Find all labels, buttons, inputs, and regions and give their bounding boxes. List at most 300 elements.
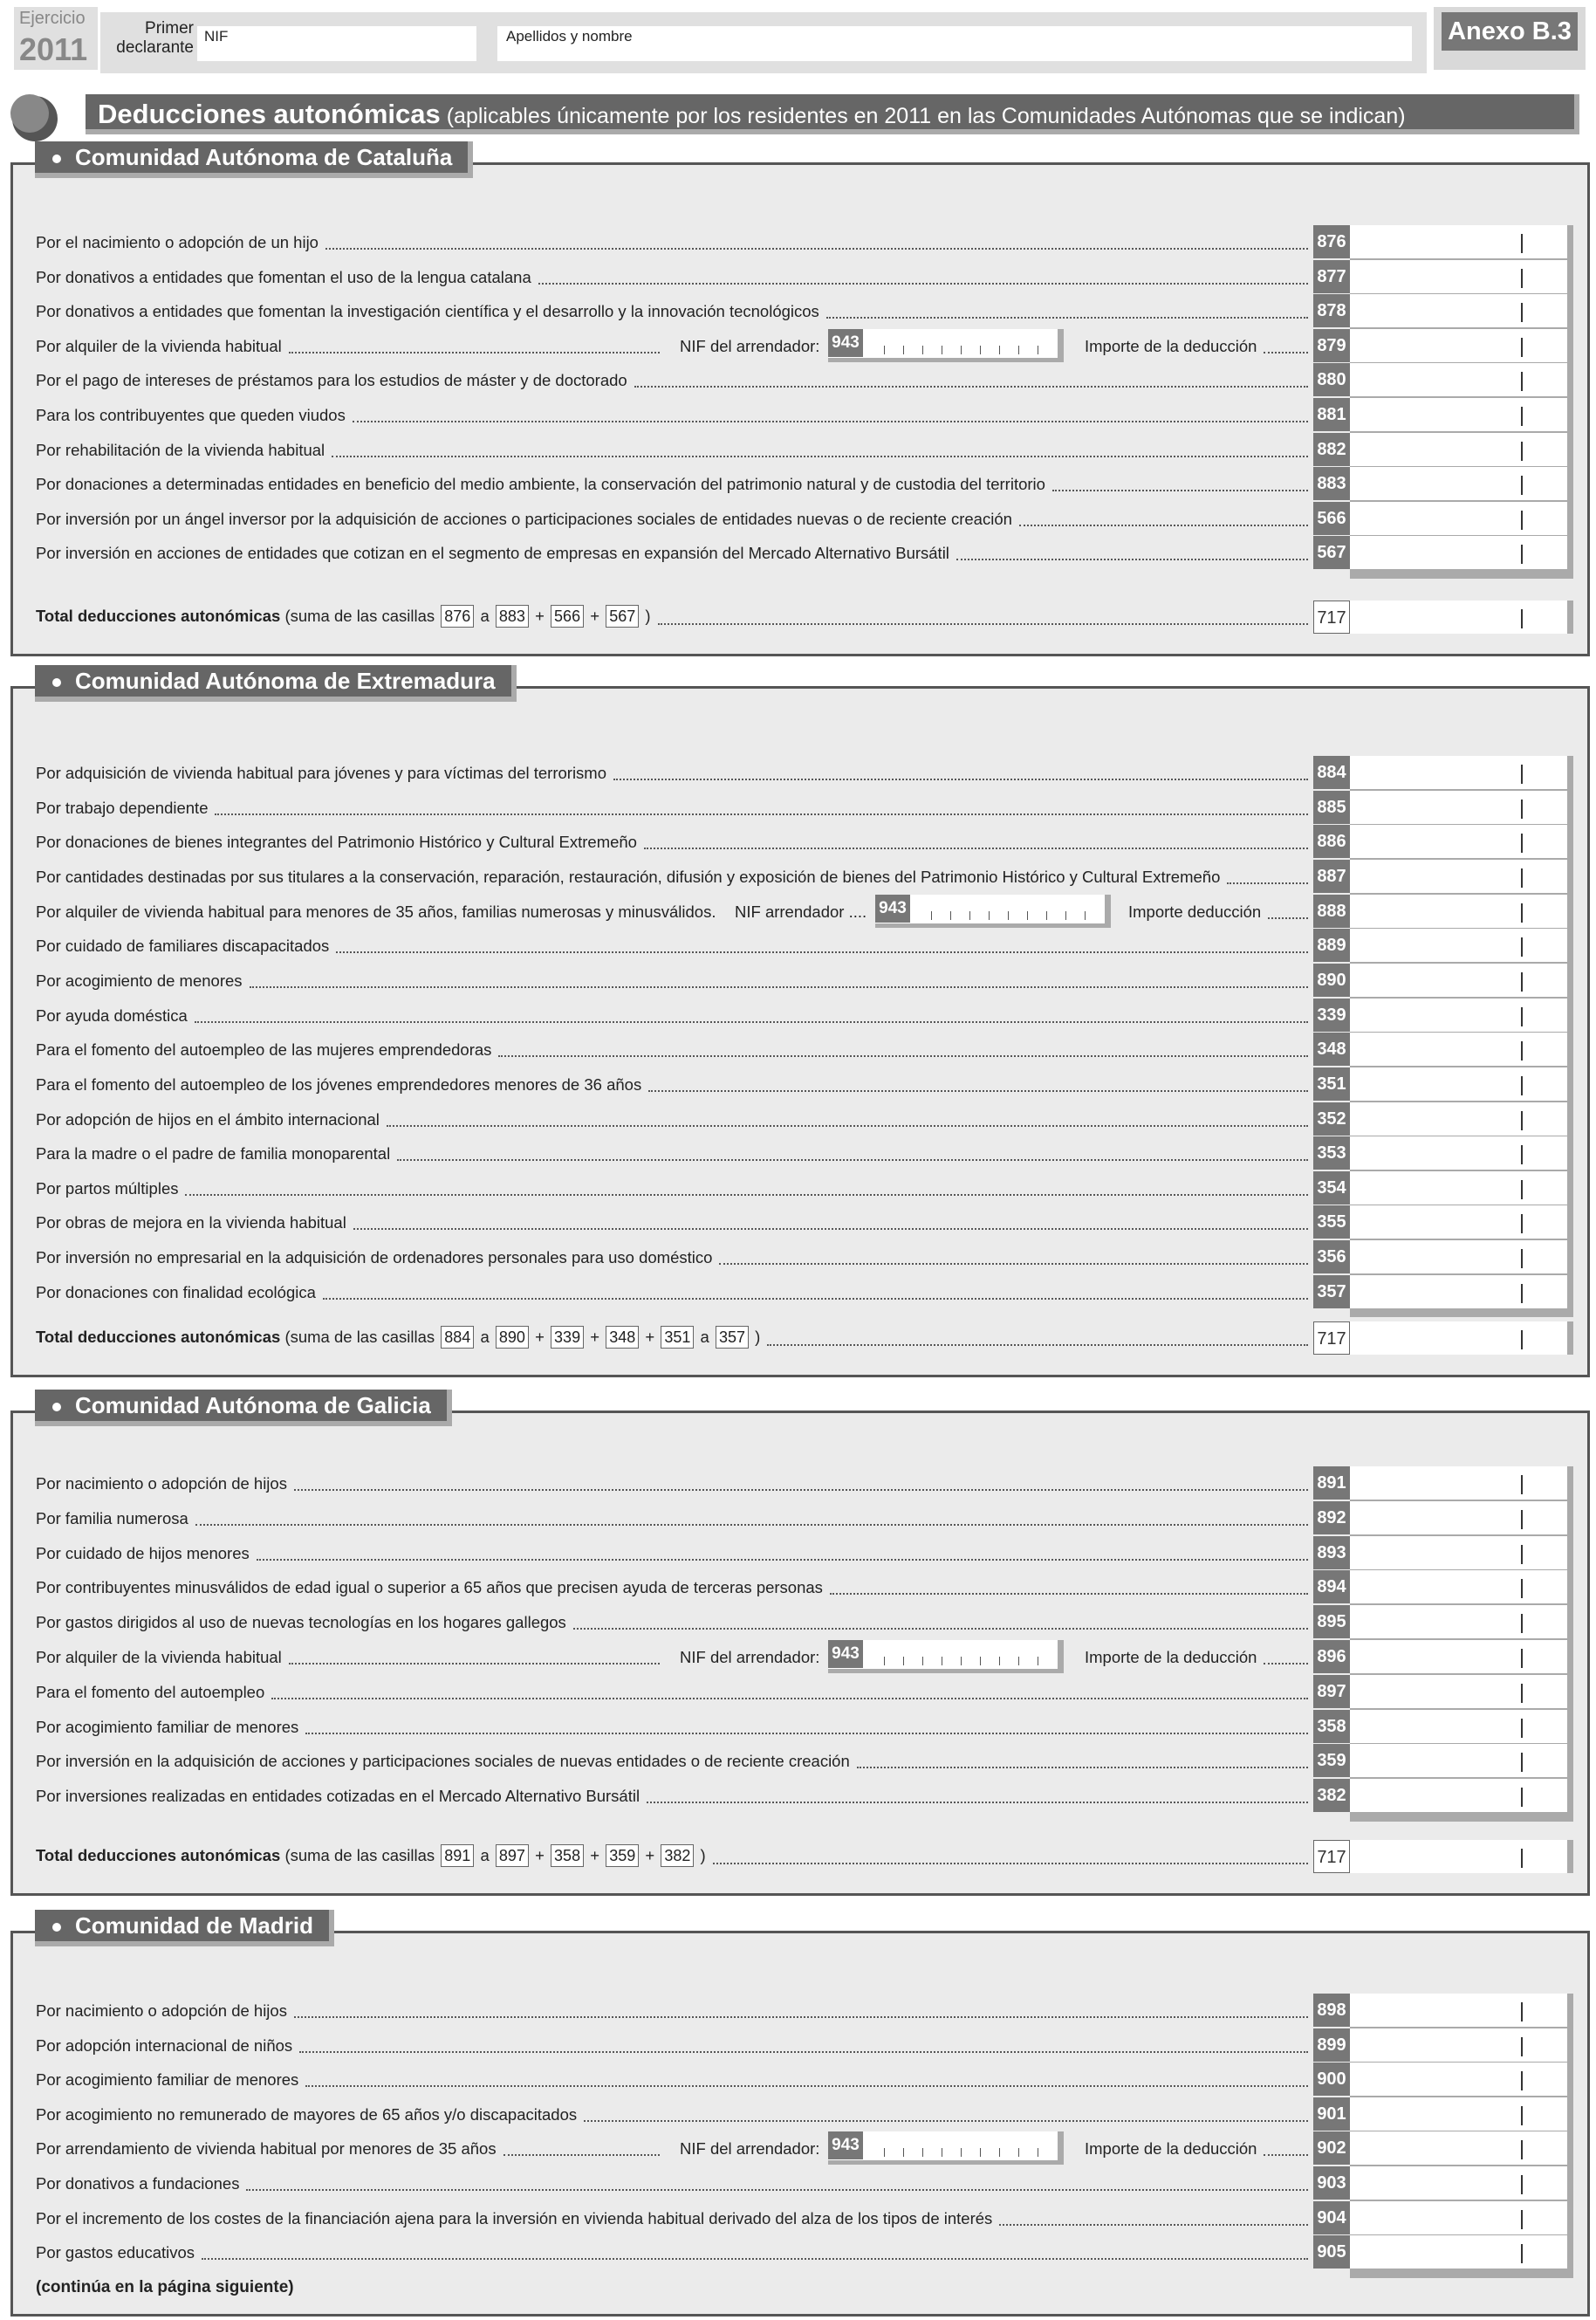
- deduction-row: [36, 1107, 1573, 1133]
- nif-arrendador-label: NIF del arrendador:: [680, 2139, 820, 2159]
- section-title-madrid: [35, 1910, 334, 1946]
- casilla-code: 351: [1313, 1067, 1350, 1101]
- leader-dots: [830, 1593, 1308, 1595]
- total-label-bold: Total deducciones autonómicas: [36, 607, 281, 625]
- leader-dots: [257, 1559, 1308, 1561]
- total-casilla-ref: 339: [551, 1326, 584, 1349]
- leader-dots: [1052, 490, 1308, 491]
- casilla-input[interactable]: [1350, 1501, 1573, 1534]
- casilla-input[interactable]: [1350, 1171, 1573, 1205]
- casilla-code: 884: [1313, 756, 1350, 789]
- deduction-row: [36, 1141, 1573, 1167]
- deduction-label: Por nacimiento o adopción de hijos: [36, 2001, 287, 2020]
- importe-label: Importe de la deducción: [1085, 1648, 1257, 1666]
- importe-label: Importe de la deducción: [1085, 336, 1257, 355]
- casilla-input[interactable]: [1350, 1466, 1573, 1500]
- leader-dots: [353, 421, 1308, 422]
- section-title-text: Comunidad Autónoma de Galicia: [75, 1392, 431, 1418]
- leader-dots: [648, 1090, 1308, 1092]
- casilla-code: 348: [1313, 1033, 1350, 1066]
- decimal-separator: [1521, 1180, 1523, 1199]
- ejercicio-year: 2011: [19, 31, 88, 67]
- section-title-cataluna: [35, 141, 473, 178]
- decimal-separator: [1521, 1284, 1523, 1303]
- code-943-badge: 943: [828, 1640, 863, 1668]
- deduction-label: Por donativos a entidades que fomentan el uso de la lengua catalana: [36, 267, 531, 286]
- leader-dots: [289, 1663, 660, 1664]
- deduction-label: Por ayuda doméstica: [36, 1006, 188, 1025]
- deduction-row: [36, 1176, 1573, 1202]
- total-label: [36, 1844, 706, 1867]
- deduction-label: Por partos múltiples: [36, 1178, 179, 1198]
- deduction-label: Por trabajo dependiente: [36, 798, 209, 817]
- leader-dots: [294, 2016, 1308, 2018]
- total-casilla-ref: 890: [496, 1326, 529, 1349]
- casilla-code: 896: [1313, 1640, 1350, 1673]
- casilla-input[interactable]: [1350, 2097, 1573, 2131]
- casilla-input[interactable]: [1350, 2235, 1573, 2269]
- leader-dots: [857, 1767, 1308, 1768]
- deduction-row: [36, 1506, 1573, 1532]
- casilla-input[interactable]: [1350, 398, 1573, 431]
- deduction-label: Por inversión en la adquisición de acciones y participaciones sociales de nuevas entidades o de reciente creación: [36, 1752, 850, 1771]
- total-label-bold: Total deducciones autonómicas: [36, 1328, 281, 1346]
- casilla-code: 354: [1313, 1171, 1350, 1205]
- deduction-label: Por gastos dirigidos al uso de nuevas tecnologías en los hogares gallegos: [36, 1613, 566, 1632]
- total-casilla-ref: 357: [716, 1326, 749, 1349]
- casilla-code: 353: [1313, 1136, 1350, 1170]
- deduction-label: Por inversión por un ángel inversor por la adquisición de acciones o participaciones sociales de entidades nuevas o de reciente creación: [36, 509, 1012, 528]
- deduction-label: Por donaciones a determinadas entidades en beneficio del medio ambiente, la conservación del patrimonio natural y de custodia del territorio: [36, 475, 1045, 494]
- decimal-separator: [1521, 2106, 1523, 2125]
- page-title: [86, 94, 1579, 134]
- deduction-label: Por adopción internacional de niños: [36, 2035, 293, 2055]
- total-operator: a: [700, 1328, 709, 1346]
- decimal-separator: [1521, 800, 1523, 819]
- casilla-code: 898: [1313, 1994, 1350, 2027]
- declarante-label: Primer declarante: [116, 19, 194, 57]
- decimal-separator: [1521, 972, 1523, 992]
- total-casilla-ref: 382: [661, 1844, 694, 1867]
- deduction-label: Por alquiler de vivienda habitual para menores de 35 años, familias numerosas y minusválidos.: [36, 902, 716, 921]
- decimal-separator: [1521, 2071, 1523, 2090]
- casilla-input[interactable]: [1350, 2166, 1573, 2200]
- bullet-icon: [52, 678, 61, 687]
- casilla-code: 878: [1313, 294, 1350, 327]
- nif-arrendador-label: NIF del arrendador:: [680, 1648, 820, 1666]
- total-suma-text: (suma de las casillas: [284, 1846, 435, 1864]
- deduction-row: [36, 2102, 1573, 2128]
- deduction-row: [36, 2136, 1573, 2162]
- casilla-code: 892: [1313, 1501, 1350, 1534]
- leader-dots: [305, 1733, 1308, 1734]
- deduction-row: [36, 1072, 1573, 1098]
- casilla-input[interactable]: [1350, 999, 1573, 1032]
- deduction-label: Por acogimiento familiar de menores: [36, 2070, 299, 2090]
- deduction-row: [36, 2171, 1573, 2197]
- casilla-input[interactable]: [1350, 1675, 1573, 1708]
- total-operator: a: [480, 1328, 490, 1346]
- leader-dots: [289, 352, 660, 353]
- decimal-separator: [1521, 1614, 1523, 1633]
- casilla-input[interactable]: [1350, 294, 1573, 327]
- deduction-label: Por alquiler de la vivienda habitual: [36, 1648, 282, 1666]
- casilla-input[interactable]: [1350, 1536, 1573, 1569]
- decimal-separator: [1521, 372, 1523, 391]
- deduction-label: Por cantidades destinadas por sus titulares a la conservación, reparación, restauración, difusión y exposición de bienes del Patrimonio Histórico y Cultural Extremeño: [36, 867, 1221, 886]
- casilla-code: 883: [1313, 467, 1350, 500]
- nif-arrendador-input[interactable]: [875, 895, 1111, 928]
- total-operator: +: [645, 1328, 655, 1346]
- casilla-input[interactable]: [1350, 1994, 1573, 2027]
- deduction-row: [36, 1245, 1573, 1271]
- decimal-separator: [1521, 1214, 1523, 1233]
- casilla-input[interactable]: [1350, 964, 1573, 997]
- deduction-row: [36, 1210, 1573, 1236]
- leader-dots: [195, 1524, 1308, 1526]
- casilla-code: 889: [1313, 929, 1350, 962]
- deduction-row: [36, 2206, 1573, 2232]
- casilla-code: 355: [1313, 1205, 1350, 1239]
- casilla-input[interactable]: [1350, 433, 1573, 466]
- leader-dots: [387, 1125, 1308, 1127]
- deduction-row: [36, 1575, 1573, 1601]
- total-close: ): [700, 1846, 706, 1864]
- nif-char-ticks: [884, 1657, 1040, 1665]
- casilla-code: 888: [1313, 895, 1350, 928]
- code-943-badge: 943: [828, 2131, 863, 2159]
- section-title-text: Comunidad Autónoma de Extremadura: [75, 668, 496, 694]
- deduction-row: [36, 1541, 1573, 1567]
- casilla-code: 904: [1313, 2201, 1350, 2234]
- casilla-code: 903: [1313, 2166, 1350, 2200]
- deduction-label: Por acogimiento familiar de menores: [36, 1717, 299, 1736]
- deduction-label: Por inversión en acciones de entidades que cotizan en el segmento de empresas en expansión del Mercado Alternativo Bursátil: [36, 544, 949, 563]
- nif-char-ticks: [884, 2148, 1040, 2157]
- decimal-separator: [1521, 269, 1523, 288]
- deduction-row: [36, 1471, 1573, 1497]
- section-galicia: [10, 1411, 1590, 1896]
- casilla-input[interactable]: [1350, 1640, 1573, 1673]
- decimal-separator: [1521, 1249, 1523, 1268]
- casilla-code: 900: [1313, 2063, 1350, 2096]
- name-field[interactable]: Apellidos y nombre: [497, 26, 1412, 61]
- section-cataluna: [10, 162, 1590, 656]
- casilla-code: 876: [1313, 225, 1350, 258]
- decimal-separator: [1521, 1753, 1523, 1772]
- decimal-separator: [1521, 511, 1523, 530]
- casilla-input[interactable]: [1350, 2063, 1573, 2096]
- deduction-label: Por el pago de intereses de préstamos para los estudios de máster y de doctorado: [36, 371, 627, 390]
- importe-label: Importe de la deducción: [1085, 2139, 1257, 2159]
- casilla-code: 885: [1313, 791, 1350, 824]
- casilla-input[interactable]: [1350, 1136, 1573, 1170]
- casilla-code: 356: [1313, 1240, 1350, 1273]
- leader-dots: [767, 1344, 1308, 1346]
- leader-dots: [826, 317, 1308, 319]
- total-operator: a: [480, 1846, 490, 1864]
- casilla-code: 890: [1313, 964, 1350, 997]
- deduction-row: [36, 899, 1573, 925]
- nif-arrendador-input[interactable]: [828, 329, 1064, 362]
- decimal-separator: [1521, 1684, 1523, 1703]
- decimal-separator: [1521, 1330, 1523, 1349]
- deduction-row: [36, 968, 1573, 994]
- bullet-icon: [52, 1403, 61, 1411]
- leader-dots: [299, 2051, 1308, 2053]
- decimal-separator: [1521, 2140, 1523, 2159]
- casilla-code: 902: [1313, 2131, 1350, 2165]
- leader-dots: [195, 1021, 1308, 1023]
- casilla-input[interactable]: [1350, 1744, 1573, 1777]
- leader-dots: [325, 248, 1308, 250]
- decimal-separator: [1521, 1475, 1523, 1494]
- deduction-row: [36, 2240, 1573, 2266]
- code-943-badge: 943: [828, 329, 863, 357]
- total-casilla-ref: 359: [606, 1844, 639, 1867]
- section-madrid: [10, 1931, 1590, 2317]
- total-operator: +: [535, 607, 545, 625]
- decimal-separator: [1521, 903, 1523, 923]
- decimal-separator: [1521, 2244, 1523, 2263]
- deduction-row: [36, 1998, 1573, 2024]
- decimal-separator: [1521, 442, 1523, 461]
- total-input[interactable]: [1350, 1840, 1573, 1873]
- section-extremadura: [10, 686, 1590, 1377]
- casilla-input[interactable]: [1350, 260, 1573, 293]
- casilla-code: 339: [1313, 999, 1350, 1032]
- total-code: 717: [1313, 601, 1350, 634]
- leader-dots: [397, 1159, 1308, 1161]
- leader-dots: [202, 2258, 1308, 2260]
- deduction-row: [36, 760, 1573, 786]
- decimal-separator: [1521, 234, 1523, 253]
- casilla-code: 877: [1313, 260, 1350, 293]
- decimal-separator: [1521, 476, 1523, 495]
- total-suma-text: (suma de las casillas: [284, 607, 435, 625]
- deduction-label: Por inversiones realizadas en entidades cotizadas en el Mercado Alternativo Bursátil: [36, 1787, 640, 1806]
- casilla-input[interactable]: [1350, 1275, 1573, 1308]
- leader-dots: [1264, 1663, 1308, 1664]
- casilla-input[interactable]: [1350, 225, 1573, 258]
- total-casilla-ref: 348: [606, 1326, 639, 1349]
- total-casilla-ref: 358: [551, 1844, 584, 1867]
- casilla-input[interactable]: [1350, 1205, 1573, 1239]
- deduction-row: [36, 506, 1573, 532]
- deduction-label: Para el fomento del autoempleo de las mujeres emprendedoras: [36, 1040, 492, 1060]
- decimal-separator: [1521, 937, 1523, 957]
- casilla-code: 897: [1313, 1675, 1350, 1708]
- leader-dots: [353, 1228, 1308, 1230]
- total-operator: +: [645, 1846, 655, 1864]
- total-row: [36, 605, 1573, 631]
- casilla-input[interactable]: [1350, 1102, 1573, 1136]
- section-title-text: Comunidad de Madrid: [75, 1912, 313, 1939]
- total-row: [36, 1326, 1573, 1352]
- total-label-bold: Total deducciones autonómicas: [36, 1846, 281, 1864]
- deduction-row: [36, 1280, 1573, 1306]
- leader-dots: [658, 623, 1308, 625]
- leader-dots: [1227, 882, 1308, 884]
- leader-dots: [271, 1698, 1308, 1699]
- deduction-row: [36, 1037, 1573, 1063]
- deduction-row: [36, 1714, 1573, 1740]
- total-input[interactable]: [1350, 1321, 1573, 1355]
- total-label: [36, 605, 651, 628]
- leader-dots: [538, 283, 1308, 285]
- total-label: [36, 1326, 760, 1349]
- deduction-label: Para el fomento del autoempleo: [36, 1682, 265, 1701]
- deduction-label: Por arrendamiento de vivienda habitual por menores de 35 años: [36, 2139, 497, 2159]
- nif-arrendador-label: NIF del arrendador:: [680, 336, 820, 355]
- decimal-separator: [1521, 2210, 1523, 2229]
- nif-char-ticks: [884, 346, 1040, 354]
- leader-dots: [336, 951, 1308, 953]
- leader-dots: [1264, 352, 1308, 353]
- deduction-label: Por acogimiento de menores: [36, 971, 243, 990]
- decimal-separator: [1521, 1076, 1523, 1095]
- nif-field[interactable]: NIF: [197, 26, 476, 61]
- leader-dots: [215, 813, 1308, 815]
- total-close: ): [645, 607, 651, 625]
- deduction-label: Por familia numerosa: [36, 1508, 188, 1527]
- title-sub: (aplicables únicamente por los residentes en 2011 en las Comunidades Autónomas que se indican): [446, 104, 1406, 128]
- total-operator: +: [590, 1846, 600, 1864]
- casilla-code: 887: [1313, 860, 1350, 893]
- casilla-input[interactable]: [1350, 756, 1573, 789]
- casilla-input[interactable]: [1350, 2028, 1573, 2062]
- casilla-code: 901: [1313, 2097, 1350, 2131]
- deduction-row: [36, 864, 1573, 890]
- casilla-input[interactable]: [1350, 1605, 1573, 1638]
- deduction-label: Para el fomento del autoempleo de los jóvenes emprendedores menores de 36 años: [36, 1074, 642, 1094]
- casilla-code: 566: [1313, 502, 1350, 535]
- casilla-input[interactable]: [1350, 825, 1573, 858]
- total-casilla-ref: 897: [496, 1844, 529, 1867]
- deduction-label: Por contribuyentes minusválidos de edad igual o superior a 65 años que precisen ayuda de terceras personas: [36, 1578, 823, 1597]
- nif-arrendador-input[interactable]: [828, 1640, 1064, 1673]
- casilla-input[interactable]: [1350, 1570, 1573, 1603]
- decimal-separator: [1521, 1145, 1523, 1164]
- total-input[interactable]: [1350, 601, 1573, 634]
- deduction-row: [36, 402, 1573, 429]
- casilla-code: 357: [1313, 1275, 1350, 1308]
- nif-char-ticks: [931, 911, 1087, 920]
- deduction-row: [36, 540, 1573, 566]
- casilla-input[interactable]: [1350, 1240, 1573, 1273]
- leader-dots: [305, 2085, 1308, 2087]
- deduction-label: Por donativos a entidades que fomentan la investigación científica y el desarrollo y la innovación tecnológicos: [36, 302, 819, 321]
- decimal-separator: [1521, 765, 1523, 784]
- total-operator: +: [535, 1846, 545, 1864]
- casilla-input[interactable]: [1350, 2201, 1573, 2234]
- casilla-code: 895: [1313, 1605, 1350, 1638]
- casilla-code: 358: [1313, 1710, 1350, 1743]
- deduction-label: Por acogimiento no remunerado de mayores de 65 años y/o discapacitados: [36, 2104, 578, 2124]
- bullet-icon: [52, 1923, 61, 1932]
- deduction-label: Por inversión no empresarial en la adquisición de ordenadores personales para uso doméstico: [36, 1248, 713, 1267]
- casilla-input[interactable]: [1350, 1779, 1573, 1812]
- deduction-row: [36, 1610, 1573, 1636]
- deduction-row: [36, 933, 1573, 959]
- casilla-input[interactable]: [1350, 1033, 1573, 1066]
- deduction-label: Por donaciones con finalidad ecológica: [36, 1282, 316, 1301]
- decimal-separator: [1521, 1041, 1523, 1060]
- total-operator: +: [590, 1328, 600, 1346]
- leader-dots: [573, 1628, 1308, 1630]
- casilla-input[interactable]: [1350, 860, 1573, 893]
- nif-arrendador-input[interactable]: [828, 2131, 1064, 2165]
- deduction-label: Por alquiler de la vivienda habitual: [36, 336, 282, 355]
- casilla-input[interactable]: [1350, 895, 1573, 928]
- casilla-input[interactable]: [1350, 536, 1573, 569]
- casilla-code: 359: [1313, 1744, 1350, 1777]
- deduction-label: Por cuidado de hijos menores: [36, 1543, 250, 1562]
- total-code: 717: [1313, 1321, 1350, 1355]
- casilla-input[interactable]: [1350, 791, 1573, 824]
- deduction-label: Por adquisición de vivienda habitual para jóvenes y para víctimas del terrorismo: [36, 764, 607, 782]
- casilla-code: 881: [1313, 398, 1350, 431]
- decimal-separator: [1521, 609, 1523, 628]
- decimal-separator: [1521, 1111, 1523, 1130]
- leader-dots: [1264, 2154, 1308, 2156]
- total-operator: +: [535, 1328, 545, 1346]
- decimal-separator: [1521, 868, 1523, 888]
- decimal-separator: [1521, 1007, 1523, 1026]
- leader-dots: [250, 986, 1308, 988]
- leader-dots: [1268, 917, 1308, 919]
- casilla-input[interactable]: [1350, 2131, 1573, 2165]
- deduction-label: Por rehabilitación de la vivienda habitual: [36, 440, 325, 459]
- deduction-row: [36, 1783, 1573, 1809]
- total-casilla-ref: 351: [661, 1326, 694, 1349]
- title-circle-icon-front: [10, 94, 49, 133]
- decimal-separator: [1521, 1849, 1523, 1868]
- casilla-code: 905: [1313, 2235, 1350, 2269]
- anexo-badge: Anexo B.3: [1442, 12, 1578, 51]
- total-casilla-ref: 566: [551, 605, 584, 628]
- leader-dots: [498, 1055, 1308, 1057]
- decimal-separator: [1521, 303, 1523, 322]
- casilla-input[interactable]: [1350, 929, 1573, 962]
- leader-dots: [956, 559, 1308, 560]
- deduction-label: Por nacimiento o adopción de hijos: [36, 1474, 287, 1493]
- title-main: Deducciones autonómicas: [98, 99, 441, 129]
- casilla-input[interactable]: [1350, 1067, 1573, 1101]
- deduction-row: [36, 1679, 1573, 1706]
- decimal-separator: [1521, 407, 1523, 426]
- total-code: 717: [1313, 1840, 1350, 1873]
- total-casilla-ref: 891: [441, 1844, 474, 1867]
- leader-dots: [613, 779, 1308, 780]
- leader-dots: [999, 2224, 1308, 2226]
- casilla-input[interactable]: [1350, 1710, 1573, 1743]
- deduction-label: Para los contribuyentes que queden viudos: [36, 406, 346, 424]
- ejercicio-label: Ejercicio: [19, 9, 86, 28]
- deduction-label: Por obras de mejora en la vivienda habitual: [36, 1213, 346, 1232]
- continua-note: (continúa en la página siguiente): [36, 2277, 294, 2296]
- casilla-input[interactable]: [1350, 329, 1573, 362]
- deduction-label: Por donaciones de bienes integrantes del Patrimonio Histórico y Cultural Extremeño: [36, 833, 637, 852]
- deduction-row: [36, 2067, 1573, 2093]
- casilla-input[interactable]: [1350, 467, 1573, 500]
- leader-dots: [584, 2120, 1308, 2122]
- total-operator: a: [480, 607, 490, 625]
- casilla-input[interactable]: [1350, 502, 1573, 535]
- leader-dots: [634, 386, 1308, 388]
- casilla-input[interactable]: [1350, 363, 1573, 396]
- casilla-code: 886: [1313, 825, 1350, 858]
